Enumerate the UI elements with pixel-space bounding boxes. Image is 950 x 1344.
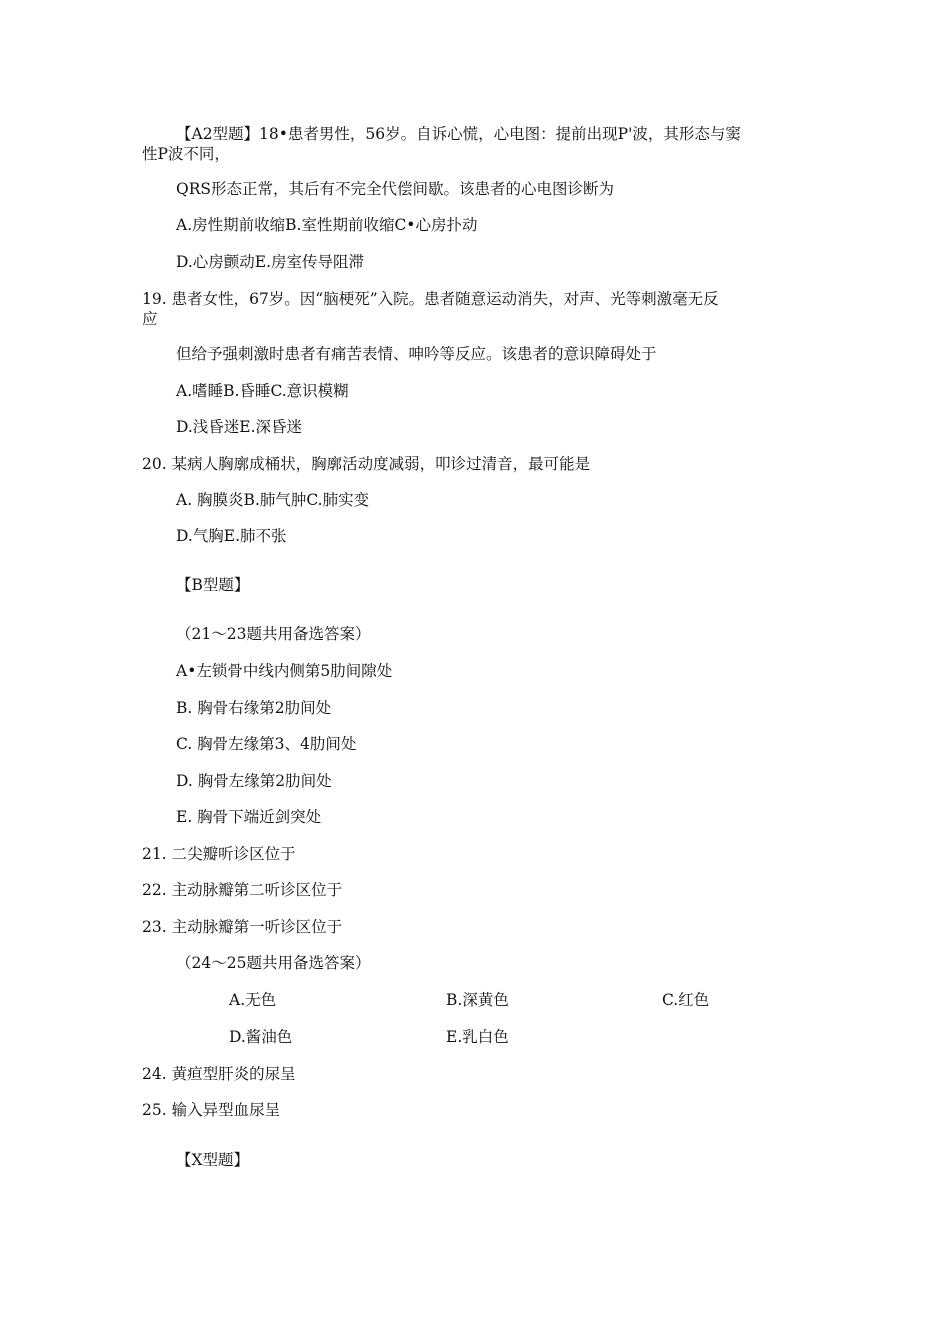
b-group1-question: 22. 主动脉瓣第二听诊区位于 xyxy=(142,881,343,899)
q19-line1: 19. 患者女性，67岁。因“脑梗死”入院。患者随意运动消失，对声、光等刺激毫无反 xyxy=(142,290,719,308)
b-group1-note: （21～23题共用备选答案） xyxy=(176,625,371,643)
b-group1-option: B. 胸骨右缘第2肋间处 xyxy=(176,699,332,717)
q18-options-2: D.心房颤动E.房室传导阻滞 xyxy=(176,253,365,271)
b-group1-question: 21. 二尖瓣听诊区位于 xyxy=(142,845,296,863)
q18-line2: QRS形态正常，其后有不完全代偿间歇。该患者的心电图诊断为 xyxy=(176,180,614,198)
q18-line1: 【A2型题】18•患者男性，56岁。自诉心慌，心电图：提前出现P'波，其形态与窦 xyxy=(176,125,741,143)
b-group2-question: 24. 黄疸型肝炎的尿呈 xyxy=(142,1065,296,1083)
b-group1-option: A•左锁骨中线内侧第5肋间隙处 xyxy=(176,662,393,680)
q19-options-2: D.浅昏迷E.深昏迷 xyxy=(176,418,303,436)
b-group2-option: E.乳白色 xyxy=(446,1028,509,1046)
b-group2-note: （24～25题共用备选答案） xyxy=(176,954,371,972)
q19-line1-wrap: 应 xyxy=(142,310,158,328)
b-group2-option: A.无色 xyxy=(229,991,277,1009)
b-group1-option: D. 胸骨左缘第2肋间处 xyxy=(176,772,332,790)
b-group1-option: C. 胸骨左缘第3、4肋间处 xyxy=(176,735,357,753)
q20-line1: 20. 某病人胸廓成桶状，胸廓活动度减弱，叩诊过清音，最可能是 xyxy=(142,455,591,473)
x-section-heading: 【X型题】 xyxy=(176,1151,250,1169)
b-group1-question: 23. 主动脉瓣第一听诊区位于 xyxy=(142,918,343,936)
q20-options-2: D.气胸E.肺不张 xyxy=(176,527,287,545)
q18-line1-wrap: 性P波不同， xyxy=(142,145,230,163)
q19-line2: 但给予强刺激时患者有痛苦表情、呻吟等反应。该患者的意识障碍处于 xyxy=(176,345,657,363)
q19-options-1: A.嗜睡B.昏睡C.意识模糊 xyxy=(176,382,349,400)
b-group2-option: B.深黄色 xyxy=(446,991,509,1009)
b-section-heading: 【B型题】 xyxy=(176,576,250,594)
q18-options-1: A.房性期前收缩B.室性期前收缩C•心房扑动 xyxy=(176,216,478,234)
b-group2-option: D.酱油色 xyxy=(229,1028,293,1046)
b-group2-option: C.红色 xyxy=(662,991,710,1009)
b-group2-question: 25. 输入异型血尿呈 xyxy=(142,1101,281,1119)
b-group1-option: E. 胸骨下端近剑突处 xyxy=(176,808,322,826)
q20-options-1: A. 胸膜炎B.肺气肿C.肺实变 xyxy=(176,491,370,509)
